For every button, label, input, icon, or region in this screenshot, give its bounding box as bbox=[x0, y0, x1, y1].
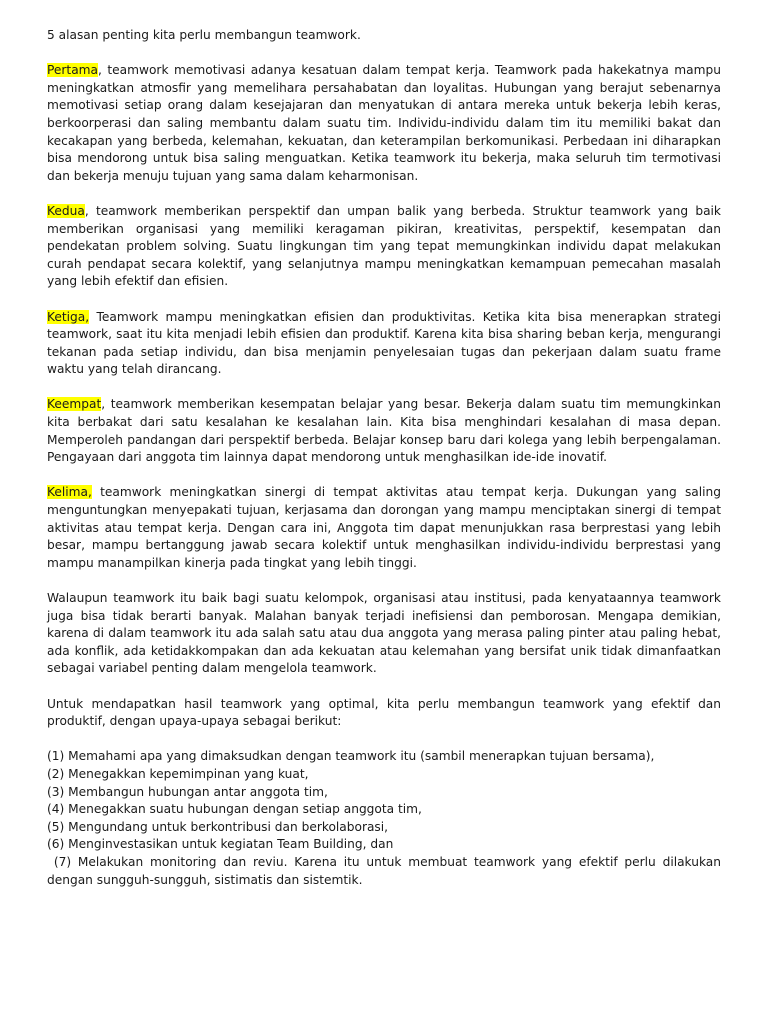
reason-label-highlight: Keempat bbox=[47, 397, 102, 412]
paragraph-untuk: Untuk mendapatkan hasil teamwork yang optimal, kita perlu membangun teamwork yang efektif dan produktif, dengan upaya-upaya sebagai berikut: bbox=[47, 696, 721, 729]
reason-paragraph-4 bbox=[47, 396, 721, 466]
reason-label-highlight: Kedua bbox=[47, 203, 85, 218]
list-item: (1) Memahami apa yang dimaksudkan dengan teamwork itu (sambil menerapkan tujuan bersama), bbox=[47, 749, 655, 764]
reason-paragraph-5 bbox=[47, 484, 721, 572]
reason-text: , teamwork memberikan kesempatan belajar yang besar. Bekerja dalam suatu tim memungkinkan kita berbakat dari satu kesalahan ke kesalahan lain. Kita bisa menghindari kesalahan di masa depan. Memperoleh pandangan dari perspektif berbeda. Belajar konsep baru dari kolega yang lebih berpengalaman. Pengayaan dari anggota tim lainnya dapat mendorong untuk menghasilkan ide-ide inovatif. bbox=[47, 397, 721, 465]
reason-label-highlight: Kelima, bbox=[47, 485, 92, 500]
paragraph-walaupun: Walaupun teamwork itu baik bagi suatu kelompok, organisasi atau institusi, pada kenyataannya teamwork juga bisa tidak berarti banyak. Malahan banyak terjadi inefisiensi dan pemborosan. Mengapa demikian, karena di dalam teamwork itu ada salah satu atau dua anggota yang merasa paling pinter atau paling hebat, ada konflik, ada ketidakkompakan dan ada kekuatan atau kelemahan yang bersifat unik tidak dimanfaatkan sebagai variabel penting dalam mengelola teamwork. bbox=[47, 591, 721, 676]
list-item: (2) Menegakkan kepemimpinan yang kuat, bbox=[47, 766, 309, 781]
list-item: (5) Mengundang untuk berkontribusi dan berkolaborasi, bbox=[47, 819, 389, 834]
reason-text: , teamwork memberikan perspektif dan umpan balik yang berbeda. Struktur teamwork yang baik memberikan organisasi yang memiliki keragaman pikiran, kreativitas, perspektif, kesempatan dan pendekatan problem solving. Suatu lingkungan tim yang tepat memungkinkan individu dapat melakukan curah pendapat secara kolektif, yang selanjutnya mampu meningkatkan kemampuan pemecahan masalah yang lebih efektif dan efisien. bbox=[47, 203, 721, 289]
list-item: (4) Menegakkan suatu hubungan dengan setiap anggota tim, bbox=[47, 802, 422, 817]
reason-text: Teamwork mampu meningkatkan efisien dan produktivitas. Ketika kita bisa menerapkan strategi teamwork, saat itu kita menjadi lebih efisien dan produktif. Karena kita bisa sharing beban kerja, mengurangi tekanan pada setiap individu, dan bisa menjamin penyelesaian tugas dan pekerjaan dalam suatu frame waktu yang telah dirancang. bbox=[47, 309, 721, 377]
reason-text: , teamwork memotivasi adanya kesatuan dalam tempat kerja. Teamwork pada hakekatnya mampu meningkatkan atmosfir yang memelihara persahabatan dan loyalitas. Hubungan yang berajut sebenarnya memotivasi setiap orang dalam kesejajaran dan menyatukan di antara mereka untuk bekerja lebih keras, berkoorperasi dan saling membantu dalam suatu tim. Individu-individu dalam tim itu memiliki bakat dan kecakapan yang berbeda, kelemahan, kekuatan, dan keterampilan berkomunikasi. Perbedaan ini diharapkan bisa mendorong untuk bisa saling menguatkan. Ketika teamwork itu bekerja, maka seluruh tim termotivasi dan bekerja menuju tujuan yang sama dalam keharmonisan. bbox=[47, 63, 721, 183]
reason-paragraph-3 bbox=[47, 309, 721, 379]
list-item: (3) Membangun hubungan antar anggota tim, bbox=[47, 784, 328, 799]
list-item: (6) Menginvestasikan untuk kegiatan Team Building, dan bbox=[47, 837, 394, 852]
reason-paragraph-2 bbox=[47, 203, 721, 291]
steps-list bbox=[47, 748, 725, 889]
reason-label-highlight: Ketiga, bbox=[47, 309, 90, 324]
reason-label-highlight: Pertama bbox=[47, 63, 99, 78]
list-item: (7) Melakukan monitoring dan reviu. Karena itu untuk membuat teamwork yang efektif perlu dilakukan dengan sungguh-sungguh, sistimatis dan sistemtik. bbox=[47, 854, 725, 887]
document-title: 5 alasan penting kita perlu membangun teamwork. bbox=[47, 28, 361, 42]
reason-paragraph-1 bbox=[47, 62, 721, 185]
reason-text: teamwork meningkatkan sinergi di tempat aktivitas atau tempat kerja. Dukungan yang saling menguntungkan menyepakati tujuan, kerjasama dan dorongan yang mampu menciptakan sinergi di tempat aktivitas atau tempat kerja. Dengan cara ini, Anggota tim dapat menunjukkan rasa berprestasi yang lebih besar, mampu bertanggung jawab secara kolektif untuk menghasilkan individu-individu berprestasi yang mampu manampilkan kinerja pada tingkat yang lebih tinggi. bbox=[47, 485, 721, 570]
document-page bbox=[47, 27, 725, 889]
